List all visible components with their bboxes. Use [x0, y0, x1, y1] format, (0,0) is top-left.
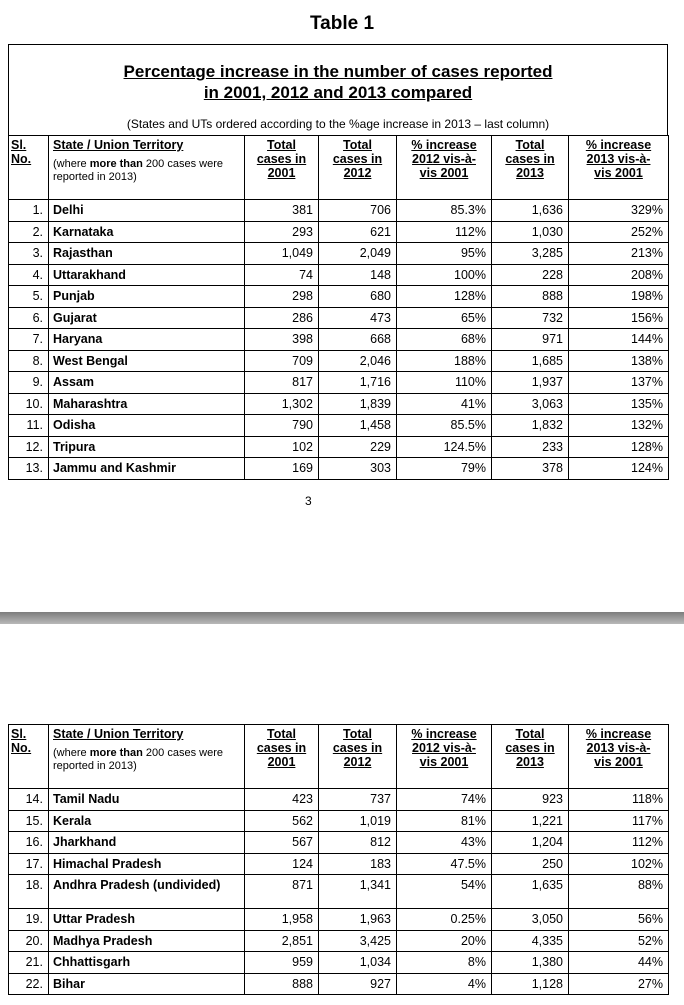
cell-state-name: Jharkhand — [49, 832, 245, 854]
cell-cases-2001: 381 — [245, 200, 319, 222]
cell-sl-no: 5. — [9, 286, 49, 308]
cell-increase-2013: 44% — [569, 952, 669, 974]
cell-cases-2001: 1,302 — [245, 393, 319, 415]
table-title: Table 1 — [309, 13, 375, 34]
cell-increase-2012: 47.5% — [397, 853, 492, 875]
cell-increase-2012: 68% — [397, 329, 492, 351]
document-page-2 — [0, 624, 684, 1005]
cell-cases-2001: 298 — [245, 286, 319, 308]
cell-increase-2012: 20% — [397, 930, 492, 952]
cell-cases-2013: 1,685 — [492, 350, 569, 372]
cell-cases-2001: 286 — [245, 307, 319, 329]
cell-cases-2012: 1,019 — [319, 810, 397, 832]
table-row — [9, 930, 669, 952]
cell-sl-no: 8. — [9, 350, 49, 372]
cell-increase-2012: 8% — [397, 952, 492, 974]
cell-sl-no: 13. — [9, 458, 49, 480]
cell-state-name: Maharashtra — [49, 393, 245, 415]
table-row — [9, 952, 669, 974]
cell-cases-2013: 1,832 — [492, 415, 569, 437]
cell-cases-2012: 2,046 — [319, 350, 397, 372]
cell-increase-2012: 110% — [397, 372, 492, 394]
table-row — [9, 458, 669, 480]
cell-state-name: Karnataka — [49, 221, 245, 243]
cell-sl-no: 4. — [9, 264, 49, 286]
cell-increase-2012: 65% — [397, 307, 492, 329]
cell-increase-2012: 81% — [397, 810, 492, 832]
cell-increase-2012: 95% — [397, 243, 492, 265]
cell-increase-2013: 329% — [569, 200, 669, 222]
cell-increase-2012: 43% — [397, 832, 492, 854]
table-row — [9, 307, 669, 329]
cell-sl-no: 19. — [9, 909, 49, 931]
cell-increase-2013: 128% — [569, 436, 669, 458]
cell-cases-2013: 1,030 — [492, 221, 569, 243]
page-number: 3 — [305, 494, 312, 508]
cell-increase-2013: 135% — [569, 393, 669, 415]
cell-cases-2001: 888 — [245, 973, 319, 995]
cell-sl-no: 21. — [9, 952, 49, 974]
cell-cases-2001: 1,049 — [245, 243, 319, 265]
cell-cases-2012: 737 — [319, 789, 397, 811]
cell-cases-2001: 790 — [245, 415, 319, 437]
table-caption-box — [8, 44, 668, 135]
cell-increase-2013: 252% — [569, 221, 669, 243]
cell-cases-2012: 1,839 — [319, 393, 397, 415]
header-cases-2001: Total cases in 2001 — [245, 136, 319, 200]
cell-cases-2013: 233 — [492, 436, 569, 458]
cell-state-name: Jammu and Kashmir — [49, 458, 245, 480]
cell-cases-2013: 1,128 — [492, 973, 569, 995]
cell-cases-2001: 1,958 — [245, 909, 319, 931]
header-sl-no: Sl. No. — [9, 725, 49, 789]
cell-increase-2013: 137% — [569, 372, 669, 394]
cell-state-name: Bihar — [49, 973, 245, 995]
cell-cases-2012: 3,425 — [319, 930, 397, 952]
cell-state-name: Odisha — [49, 415, 245, 437]
cell-cases-2013: 1,937 — [492, 372, 569, 394]
cell-cases-2012: 927 — [319, 973, 397, 995]
cell-sl-no: 14. — [9, 789, 49, 811]
cell-increase-2012: 85.5% — [397, 415, 492, 437]
cell-cases-2012: 1,341 — [319, 875, 397, 909]
cell-cases-2001: 124 — [245, 853, 319, 875]
cell-sl-no: 2. — [9, 221, 49, 243]
cases-table-part-2 — [8, 724, 669, 995]
cell-cases-2012: 680 — [319, 286, 397, 308]
table-row — [9, 789, 669, 811]
table-subheading: (States and UTs ordered according to the %age increase in 2013 – last column) — [126, 117, 550, 131]
cell-increase-2012: 124.5% — [397, 436, 492, 458]
cell-cases-2013: 3,050 — [492, 909, 569, 931]
cell-increase-2013: 102% — [569, 853, 669, 875]
table-row — [9, 853, 669, 875]
cell-cases-2013: 1,221 — [492, 810, 569, 832]
cell-increase-2013: 27% — [569, 973, 669, 995]
cell-cases-2012: 706 — [319, 200, 397, 222]
cell-cases-2012: 1,034 — [319, 952, 397, 974]
cell-increase-2013: 88% — [569, 875, 669, 909]
cell-cases-2013: 228 — [492, 264, 569, 286]
cell-cases-2012: 2,049 — [319, 243, 397, 265]
header-cases-2012: Total cases in 2012 — [319, 725, 397, 789]
cell-sl-no: 10. — [9, 393, 49, 415]
cell-cases-2013: 971 — [492, 329, 569, 351]
cell-increase-2013: 112% — [569, 832, 669, 854]
cell-sl-no: 1. — [9, 200, 49, 222]
cell-cases-2012: 303 — [319, 458, 397, 480]
cell-cases-2012: 668 — [319, 329, 397, 351]
cell-sl-no: 7. — [9, 329, 49, 351]
table-row — [9, 973, 669, 995]
heading-line-1: Percentage increase in the number of cases reported — [123, 62, 553, 81]
cell-cases-2012: 229 — [319, 436, 397, 458]
cell-increase-2012: 74% — [397, 789, 492, 811]
cell-state-name: West Bengal — [49, 350, 245, 372]
cell-cases-2001: 398 — [245, 329, 319, 351]
table-row — [9, 436, 669, 458]
cell-cases-2001: 562 — [245, 810, 319, 832]
cell-state-name: Delhi — [49, 200, 245, 222]
cell-cases-2013: 1,204 — [492, 832, 569, 854]
heading-line-2: in 2001, 2012 and 2013 compared — [203, 83, 473, 102]
table-row — [9, 393, 669, 415]
cell-cases-2012: 1,716 — [319, 372, 397, 394]
cell-cases-2012: 183 — [319, 853, 397, 875]
cell-increase-2013: 138% — [569, 350, 669, 372]
cell-state-name: Punjab — [49, 286, 245, 308]
cell-cases-2013: 888 — [492, 286, 569, 308]
cell-state-name: Rajasthan — [49, 243, 245, 265]
cell-cases-2012: 473 — [319, 307, 397, 329]
cell-increase-2013: 156% — [569, 307, 669, 329]
header-state: State / Union Territory (where more than 200 cases were reported in 2013) — [49, 136, 245, 200]
header-cases-2001: Total cases in 2001 — [245, 725, 319, 789]
cell-cases-2013: 378 — [492, 458, 569, 480]
cell-increase-2012: 188% — [397, 350, 492, 372]
cell-state-name: Chhattisgarh — [49, 952, 245, 974]
cell-state-name: Haryana — [49, 329, 245, 351]
header-increase-2013: % increase 2013 vis-à- vis 2001 — [569, 725, 669, 789]
cell-state-name: Assam — [49, 372, 245, 394]
table-row — [9, 221, 669, 243]
table-row — [9, 810, 669, 832]
table-row — [9, 350, 669, 372]
cell-cases-2013: 1,636 — [492, 200, 569, 222]
cell-sl-no: 18. — [9, 875, 49, 909]
cell-state-name: Madhya Pradesh — [49, 930, 245, 952]
cell-cases-2001: 871 — [245, 875, 319, 909]
cell-increase-2013: 144% — [569, 329, 669, 351]
table-row — [9, 875, 669, 909]
cases-table-part-1 — [8, 135, 669, 480]
cell-increase-2012: 41% — [397, 393, 492, 415]
table-row — [9, 909, 669, 931]
cell-cases-2013: 923 — [492, 789, 569, 811]
header-cases-2012: Total cases in 2012 — [319, 136, 397, 200]
cell-increase-2013: 124% — [569, 458, 669, 480]
table-row — [9, 415, 669, 437]
table-header — [9, 136, 669, 200]
cell-sl-no: 3. — [9, 243, 49, 265]
cell-cases-2012: 1,963 — [319, 909, 397, 931]
cell-sl-no: 9. — [9, 372, 49, 394]
cell-increase-2013: 213% — [569, 243, 669, 265]
table-row — [9, 286, 669, 308]
cell-increase-2013: 56% — [569, 909, 669, 931]
header-increase-2012: % increase 2012 vis-à- vis 2001 — [397, 725, 492, 789]
cell-sl-no: 12. — [9, 436, 49, 458]
cell-cases-2001: 169 — [245, 458, 319, 480]
cell-cases-2013: 1,380 — [492, 952, 569, 974]
cell-state-name: Tamil Nadu — [49, 789, 245, 811]
cell-increase-2013: 52% — [569, 930, 669, 952]
cell-cases-2013: 3,285 — [492, 243, 569, 265]
cell-increase-2013: 118% — [569, 789, 669, 811]
table-row — [9, 329, 669, 351]
cell-cases-2013: 732 — [492, 307, 569, 329]
header-increase-2013: % increase 2013 vis-à- vis 2001 — [569, 136, 669, 200]
table-row — [9, 372, 669, 394]
cell-cases-2013: 1,635 — [492, 875, 569, 909]
header-sl-no: Sl. No. — [9, 136, 49, 200]
cell-sl-no: 15. — [9, 810, 49, 832]
cell-state-name: Uttar Pradesh — [49, 909, 245, 931]
cell-sl-no: 20. — [9, 930, 49, 952]
cell-increase-2012: 4% — [397, 973, 492, 995]
cell-increase-2012: 85.3% — [397, 200, 492, 222]
cell-state-name: Kerala — [49, 810, 245, 832]
cell-increase-2013: 208% — [569, 264, 669, 286]
cell-cases-2001: 817 — [245, 372, 319, 394]
table-heading — [9, 61, 667, 103]
cell-state-name: Gujarat — [49, 307, 245, 329]
cell-cases-2012: 812 — [319, 832, 397, 854]
cell-cases-2001: 2,851 — [245, 930, 319, 952]
cell-increase-2012: 79% — [397, 458, 492, 480]
cell-state-name: Andhra Pradesh (undivided) — [49, 875, 245, 909]
cell-cases-2013: 3,063 — [492, 393, 569, 415]
header-cases-2013: Total cases in 2013 — [492, 136, 569, 200]
cell-cases-2001: 293 — [245, 221, 319, 243]
cell-sl-no: 16. — [9, 832, 49, 854]
cell-cases-2001: 102 — [245, 436, 319, 458]
cell-increase-2013: 132% — [569, 415, 669, 437]
cell-increase-2013: 198% — [569, 286, 669, 308]
table-row — [9, 243, 669, 265]
cell-cases-2001: 567 — [245, 832, 319, 854]
cell-increase-2012: 0.25% — [397, 909, 492, 931]
header-cases-2013: Total cases in 2013 — [492, 725, 569, 789]
cell-cases-2001: 74 — [245, 264, 319, 286]
cell-cases-2001: 423 — [245, 789, 319, 811]
cell-sl-no: 22. — [9, 973, 49, 995]
cell-increase-2012: 128% — [397, 286, 492, 308]
cell-cases-2012: 621 — [319, 221, 397, 243]
cell-state-name: Himachal Pradesh — [49, 853, 245, 875]
cell-cases-2013: 4,335 — [492, 930, 569, 952]
cell-cases-2001: 959 — [245, 952, 319, 974]
table-row — [9, 264, 669, 286]
cell-cases-2012: 148 — [319, 264, 397, 286]
header-state: State / Union Territory (where more than 200 cases were reported in 2013) — [49, 725, 245, 789]
cell-cases-2013: 250 — [492, 853, 569, 875]
cell-increase-2013: 117% — [569, 810, 669, 832]
cell-sl-no: 11. — [9, 415, 49, 437]
header-increase-2012: % increase 2012 vis-à- vis 2001 — [397, 136, 492, 200]
table-header-repeat — [9, 725, 669, 789]
cell-state-name: Tripura — [49, 436, 245, 458]
cell-increase-2012: 54% — [397, 875, 492, 909]
cell-cases-2001: 709 — [245, 350, 319, 372]
table-row — [9, 200, 669, 222]
table-row — [9, 832, 669, 854]
cell-increase-2012: 100% — [397, 264, 492, 286]
table-body-2 — [9, 789, 669, 995]
cell-sl-no: 6. — [9, 307, 49, 329]
cell-increase-2012: 112% — [397, 221, 492, 243]
cell-cases-2012: 1,458 — [319, 415, 397, 437]
cell-sl-no: 17. — [9, 853, 49, 875]
page-separator — [0, 612, 684, 624]
table-body-1 — [9, 200, 669, 480]
cell-state-name: Uttarakhand — [49, 264, 245, 286]
